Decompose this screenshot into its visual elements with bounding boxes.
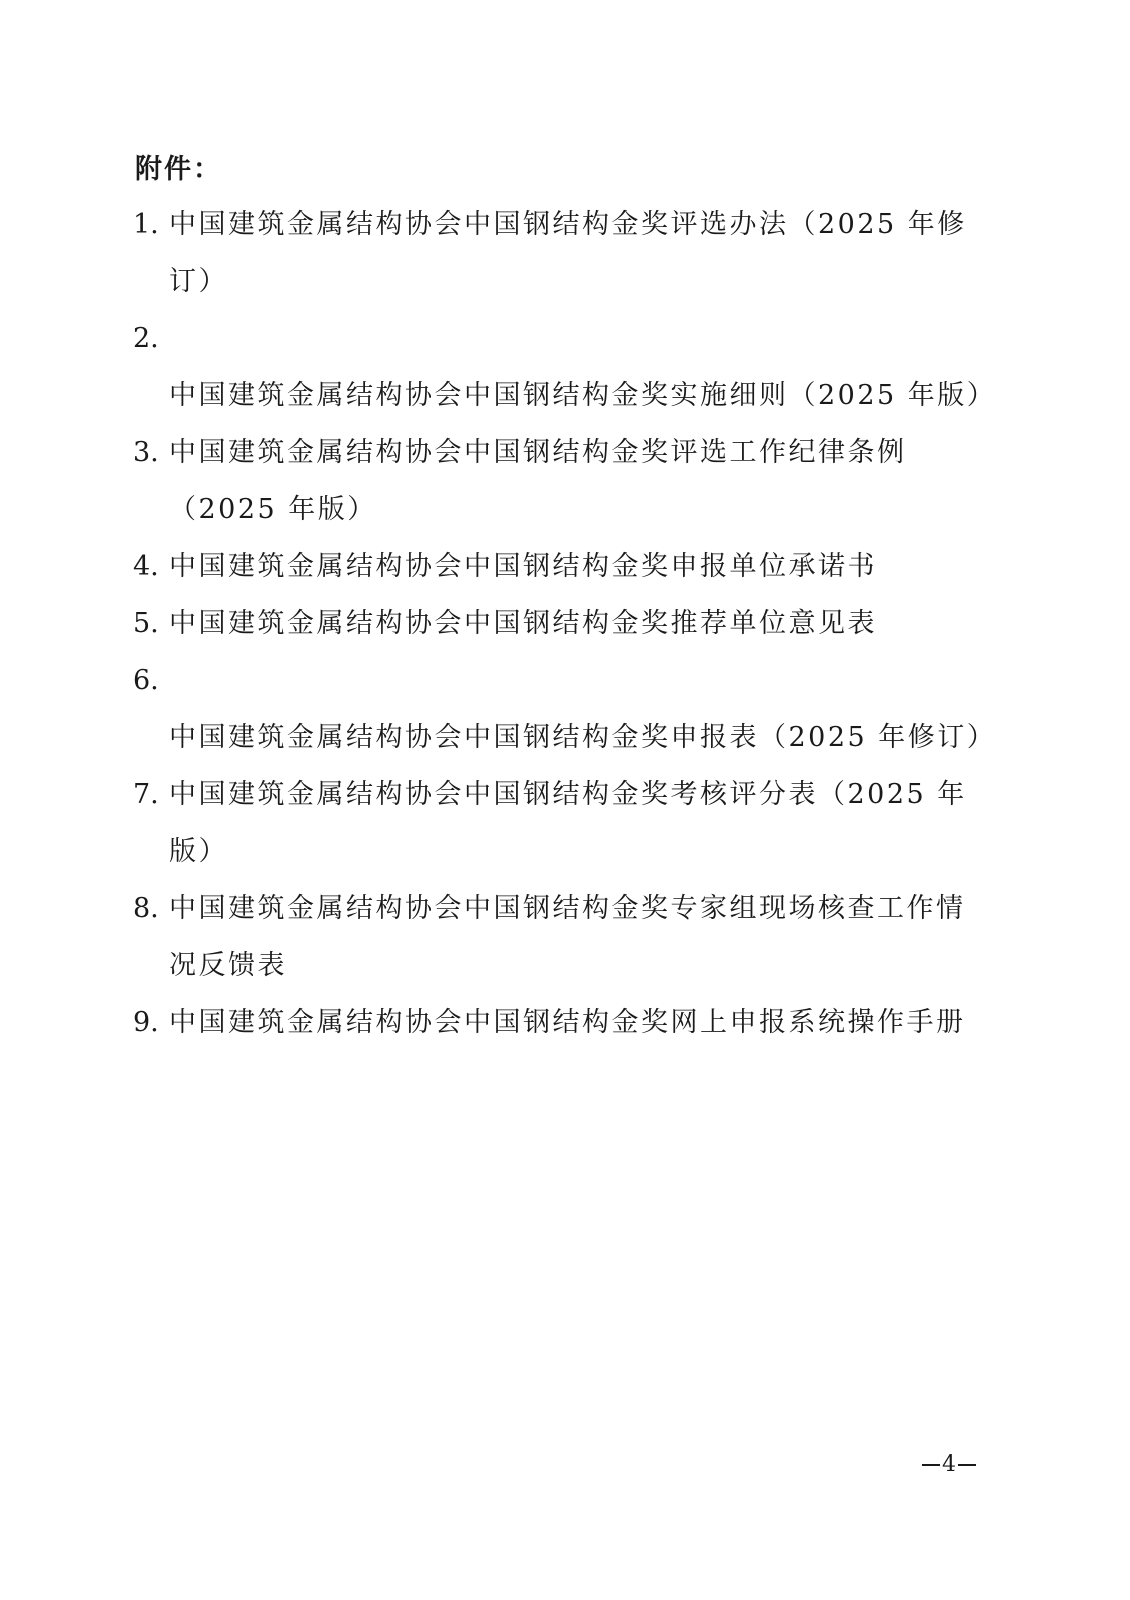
- attachment-item: [133, 766, 983, 880]
- page-number-dash-right: [958, 1464, 976, 1466]
- page-number-dash-left: [922, 1464, 940, 1466]
- attachment-number: 3.: [133, 437, 159, 468]
- attachment-number: 9.: [133, 1007, 159, 1038]
- attachment-number: 7.: [133, 779, 159, 810]
- attachment-number: 2.: [133, 323, 159, 354]
- attachment-item: [133, 994, 983, 1051]
- attachment-item: [133, 880, 983, 994]
- attachment-number: 6.: [133, 665, 159, 696]
- page-number: [920, 1450, 978, 1480]
- attachment-item: [133, 196, 983, 310]
- attachment-title: 中国建筑金属结构协会中国钢结构金奖评选工作纪律条例（2025 年版）: [169, 437, 907, 525]
- attachments-heading: 附件：: [135, 154, 222, 185]
- attachment-number: 8.: [133, 893, 159, 924]
- attachment-item: [133, 310, 997, 424]
- attachment-title: 中国建筑金属结构协会中国钢结构金奖评选办法（2025 年修订）: [169, 209, 967, 297]
- attachment-item: [133, 538, 983, 595]
- attachment-item: [133, 652, 997, 766]
- attachment-title: 中国建筑金属结构协会中国钢结构金奖实施细则（2025 年版）: [169, 380, 997, 411]
- attachment-number: 4.: [133, 551, 159, 582]
- attachment-item: [133, 424, 983, 538]
- attachment-item: [133, 595, 983, 652]
- attachment-title: 中国建筑金属结构协会中国钢结构金奖考核评分表（2025 年版）: [169, 779, 967, 867]
- page-number-value: 4: [942, 1452, 956, 1477]
- attachment-title: 中国建筑金属结构协会中国钢结构金奖推荐单位意见表: [169, 608, 877, 639]
- attachment-number: 1.: [133, 209, 159, 240]
- attachment-list: [133, 196, 997, 1051]
- attachment-title: 中国建筑金属结构协会中国钢结构金奖专家组现场核查工作情况反馈表: [169, 893, 966, 981]
- attachment-number: 5.: [133, 608, 159, 639]
- attachment-title: 中国建筑金属结构协会中国钢结构金奖申报单位承诺书: [169, 551, 877, 582]
- attachment-title: 中国建筑金属结构协会中国钢结构金奖网上申报系统操作手册: [169, 1007, 966, 1038]
- attachment-title: 中国建筑金属结构协会中国钢结构金奖申报表（2025 年修订）: [169, 722, 997, 753]
